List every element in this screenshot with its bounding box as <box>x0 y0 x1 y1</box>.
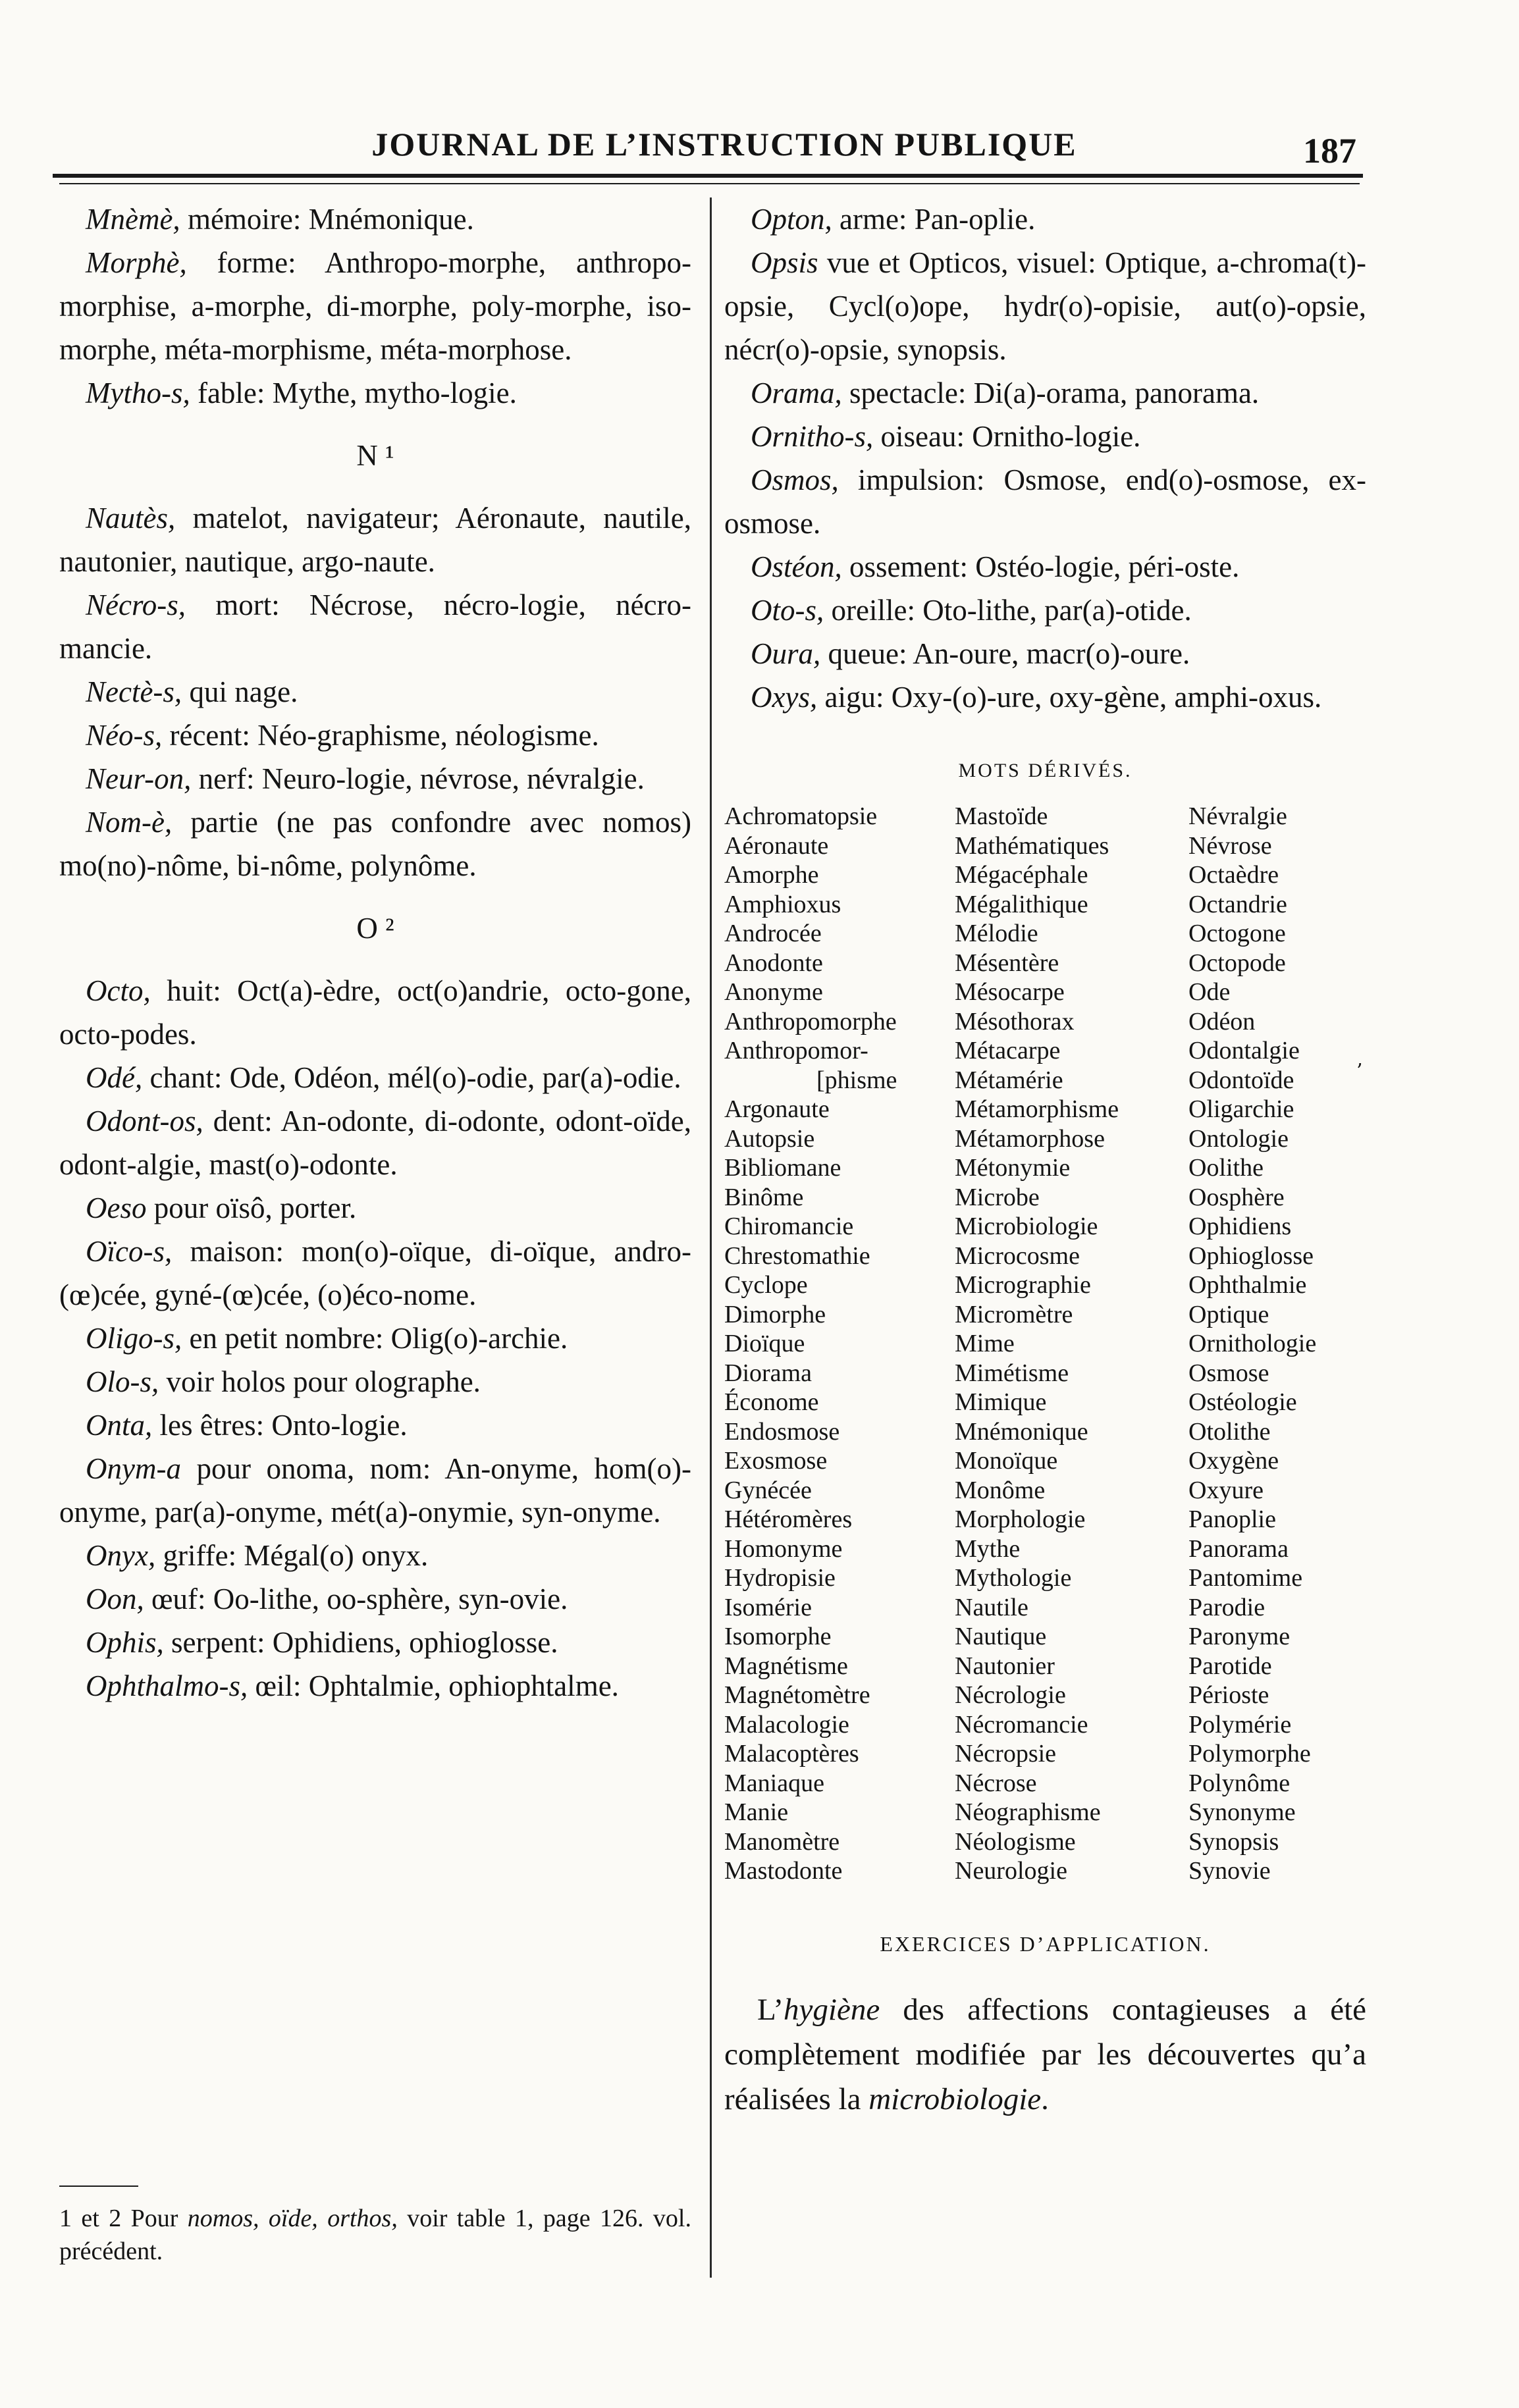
derived-word: Exosmose <box>724 1447 828 1475</box>
entry-headword: Neur-on, <box>86 762 192 795</box>
footnote-suffix: voir table 1, page 126. vol. précédent. <box>59 2205 691 2265</box>
dictionary-entry <box>59 197 691 241</box>
entry-headword: Onym-a <box>86 1452 181 1485</box>
derived-word: Nécromancie <box>955 1710 1088 1739</box>
dictionary-entry <box>59 1099 691 1186</box>
entries-group-m <box>59 197 691 415</box>
derived-word: Mime <box>955 1330 1015 1357</box>
derived-word: Microbiologie <box>955 1213 1098 1240</box>
derived-word: Anthropomorphe <box>724 1007 897 1035</box>
derived-word: Isomérie <box>724 1593 812 1621</box>
derived-word: Métamorphisme <box>955 1095 1119 1123</box>
derived-word: Odéon <box>1188 1007 1256 1035</box>
section-heading-o: O ² <box>356 912 394 945</box>
derived-word: Mésentère <box>955 949 1059 977</box>
derived-word: Amorphe <box>724 861 819 889</box>
dictionary-entry <box>724 197 1366 241</box>
dictionary-entry <box>724 632 1366 675</box>
entry-headword: Octo, <box>86 974 151 1007</box>
dictionary-entry <box>59 241 691 371</box>
dictionary-entry <box>59 1317 691 1360</box>
derived-word: Micromètre <box>955 1300 1073 1328</box>
entry-headword: Morphè, <box>86 246 187 279</box>
page-number: 187 <box>1303 131 1356 170</box>
header-rule-thin <box>59 183 1360 184</box>
entry-definition: arme: Pan-oplie. <box>832 203 1036 236</box>
derived-word: Nécropsie <box>955 1740 1057 1767</box>
entry-headword: Oeso <box>86 1191 147 1224</box>
derived-word: Dimorphe <box>724 1300 826 1328</box>
column-divider <box>710 197 712 2278</box>
entry-definition: queue: An-oure, macr(o)-oure. <box>820 637 1190 670</box>
entry-definition: huit: Oct(a)-èdre, oct(o)andrie, octo-gone, octo-podes. <box>59 974 691 1051</box>
dictionary-entry <box>59 670 691 714</box>
derived-word: Odontoïde <box>1188 1066 1294 1094</box>
entry-definition: mémoire: Mnémonique. <box>180 203 474 236</box>
mots-column-1 <box>724 802 955 1886</box>
mots-column-2 <box>955 802 1188 1886</box>
dictionary-entry <box>724 241 1366 371</box>
derived-word: Malacologie <box>724 1710 849 1739</box>
entry-definition: nerf: Neuro-logie, névrose, névralgie. <box>191 762 645 795</box>
section-heading-n: N ¹ <box>356 439 394 472</box>
derived-word: Diorama <box>724 1359 812 1387</box>
derived-word: Hydropisie <box>724 1564 836 1592</box>
derived-word: Mégalithique <box>955 890 1088 918</box>
entry-definition: oreille: Oto-lithe, par(a)-otide. <box>824 594 1192 627</box>
derived-word: Métamorphose <box>955 1124 1105 1153</box>
derived-word: Ophidiens <box>1188 1213 1292 1240</box>
dictionary-entry <box>59 1577 691 1621</box>
derived-word: Ornithologie <box>1188 1330 1317 1357</box>
entry-headword: Ophis, <box>86 1626 164 1659</box>
dictionary-entry <box>59 583 691 670</box>
entry-definition: œil: Ophtalmie, ophiophtalme. <box>248 1669 619 1702</box>
derived-word: Néologisme <box>955 1827 1076 1856</box>
stray-mark: ’ <box>1356 1060 1363 1083</box>
dictionary-entry <box>59 496 691 583</box>
exercice-italic-1: hygiène <box>784 1992 880 2027</box>
dictionary-entry <box>59 757 691 800</box>
derived-word: Amphioxus <box>724 890 841 918</box>
derived-word: Mythologie <box>955 1564 1072 1592</box>
derived-word: Polymérie <box>1188 1710 1292 1739</box>
dictionary-entry <box>59 1360 691 1403</box>
dictionary-entry <box>59 1664 691 1708</box>
entry-definition: œuf: Oo-lithe, oo-sphère, syn-ovie. <box>144 1583 568 1615</box>
derived-word: Magnétisme <box>724 1652 848 1680</box>
derived-word: Isomorphe <box>724 1623 832 1650</box>
derived-word: Dioïque <box>724 1330 805 1357</box>
entry-definition: en petit nombre: Olig(o)-archie. <box>182 1322 568 1355</box>
footnote <box>59 2202 691 2268</box>
derived-word: Nautonier <box>955 1652 1055 1680</box>
derived-word: Paronyme <box>1188 1623 1291 1650</box>
derived-word: Ode <box>1188 978 1231 1006</box>
derived-word: Achromatopsie <box>724 802 878 830</box>
derived-word: Synonyme <box>1188 1798 1296 1826</box>
derived-word: Morphologie <box>955 1505 1086 1533</box>
entry-definition: aigu: Oxy-(o)-ure, oxy-gène, amphi-oxus. <box>817 681 1322 714</box>
derived-word: Hétéromères <box>724 1505 853 1533</box>
mots-derives-title: MOTS DÉRIVÉS. <box>958 760 1133 781</box>
derived-word: Oosphère <box>1188 1183 1285 1211</box>
derived-word: Oxygène <box>1188 1447 1279 1475</box>
derived-word: Ophthalmie <box>1188 1271 1307 1299</box>
derived-word: Synopsis <box>1188 1827 1279 1856</box>
entry-headword: Oon, <box>86 1583 144 1615</box>
derived-word: Économe <box>724 1388 819 1416</box>
derived-word: Parodie <box>1188 1593 1266 1621</box>
exercice-middle: des affections contagieuses a été complètement modifiée par les découvertes qu’a réalisées la <box>724 1992 1366 2116</box>
derived-word: Autopsie <box>724 1124 815 1153</box>
derived-word: Nécrologie <box>955 1681 1066 1709</box>
derived-word: Névralgie <box>1188 802 1287 830</box>
derived-word: Endosmose <box>724 1417 840 1446</box>
derived-word: Androcée <box>724 920 822 947</box>
entry-definition: fable: Mythe, mytho-logie. <box>190 377 517 409</box>
derived-word: Métamérie <box>955 1066 1063 1094</box>
entries-group-o <box>59 969 691 1708</box>
derived-word: Octogone <box>1188 920 1286 947</box>
derived-word: Octaèdre <box>1188 861 1279 889</box>
derived-word: Osmose <box>1188 1359 1269 1387</box>
derived-word: Manie <box>724 1798 789 1826</box>
entry-headword: Orama, <box>751 377 842 409</box>
entry-headword: Ornitho-s, <box>751 420 874 453</box>
derived-word: Octandrie <box>1188 890 1287 918</box>
entry-definition: forme: Anthropo-morphe, anthropo-morphise, a-morphe, di-morphe, poly-morphe, iso-morphe, méta-morphisme, méta-morphose. <box>59 246 691 366</box>
derived-word: Ostéologie <box>1188 1388 1297 1416</box>
derived-word: Optique <box>1188 1300 1269 1328</box>
derived-word: Pantomime <box>1188 1564 1303 1592</box>
entry-headword: Nom-è, <box>86 806 173 839</box>
entry-definition: impulsion: Osmose, end(o)-osmose, ex-osmose. <box>724 463 1366 540</box>
entry-headword: Oto-s, <box>751 594 824 627</box>
dictionary-entry <box>724 675 1366 719</box>
derived-word: Mimétisme <box>955 1359 1069 1387</box>
derived-word: Métonymie <box>955 1154 1071 1182</box>
entry-headword: Ostéon, <box>751 550 842 583</box>
derived-word: Monoïque <box>955 1447 1058 1475</box>
derived-word: Nautique <box>955 1623 1047 1650</box>
entry-headword: Olo-s, <box>86 1365 159 1398</box>
right-column <box>724 197 1366 2153</box>
exercice-paragraph <box>724 1987 1366 2122</box>
derived-word: Bibliomane <box>724 1154 841 1182</box>
dictionary-entry <box>724 415 1366 458</box>
exercice-after: . <box>1041 2081 1049 2116</box>
entry-definition: récent: Néo-graphisme, néologisme. <box>162 719 599 752</box>
derived-word: Homonyme <box>724 1534 843 1563</box>
entry-headword: Onyx, <box>86 1539 156 1572</box>
derived-word: Odontalgie <box>1188 1037 1300 1064</box>
derived-word: Mésothorax <box>955 1007 1075 1035</box>
derived-word: Magnétomètre <box>724 1681 870 1709</box>
entry-definition: voir holos pour olographe. <box>159 1365 481 1398</box>
derived-word: Mélodie <box>955 920 1038 947</box>
mots-derives-table <box>724 802 1366 1886</box>
derived-word: Oolithe <box>1188 1154 1264 1182</box>
derived-word: Maniaque <box>724 1769 824 1797</box>
entry-headword: Néo-s, <box>86 719 163 752</box>
derived-word: Polynôme <box>1188 1769 1291 1797</box>
derived-word: [phisme <box>816 1066 897 1094</box>
footnote-prefix: 1 et 2 Pour <box>59 2205 188 2232</box>
entries-group-right <box>724 197 1366 719</box>
entry-headword: Nectè-s, <box>86 675 182 708</box>
derived-word: Cyclope <box>724 1271 808 1299</box>
derived-word: Mnémonique <box>955 1417 1088 1446</box>
entry-headword: Mnèmè, <box>86 203 180 236</box>
entry-definition: maison: mon(o)-oïque, di-oïque, andro-(œ)cée, gyné-(œ)cée, (o)éco-nome. <box>59 1235 691 1311</box>
entry-definition: mort: Nécrose, nécro-logie, nécro-mancie. <box>59 589 691 665</box>
entry-definition: pour oïsô, porter. <box>146 1191 357 1224</box>
derived-word: Oxyure <box>1188 1476 1264 1504</box>
derived-word: Binôme <box>724 1183 804 1211</box>
dictionary-entry <box>724 589 1366 632</box>
entry-definition: vue et Opticos, visuel: Optique, a-chroma(t)-opsie, Cycl(o)ope, hydr(o)-opisie, aut(o)-opsie, nécr(o)-opsie, synopsis. <box>724 246 1366 366</box>
dictionary-entry <box>724 371 1366 415</box>
dictionary-entry <box>59 1534 691 1577</box>
derived-word: Monôme <box>955 1476 1046 1504</box>
derived-word: Mathématiques <box>955 831 1109 860</box>
derived-word: Neurologie <box>955 1857 1067 1885</box>
entry-headword: Oïco-s, <box>86 1235 173 1268</box>
dictionary-entry <box>59 1447 691 1534</box>
entry-definition: les êtres: Onto-logie. <box>152 1409 408 1442</box>
derived-word: Panoplie <box>1188 1505 1276 1533</box>
entry-definition: oiseau: Ornitho-logie. <box>873 420 1141 453</box>
dictionary-entry <box>59 1403 691 1447</box>
entry-headword: Odé, <box>86 1061 143 1094</box>
derived-word: Mésocarpe <box>955 978 1065 1006</box>
entry-headword: Mytho-s, <box>86 377 190 409</box>
dictionary-entry <box>59 1621 691 1664</box>
entry-headword: Ophthalmo-s, <box>86 1669 248 1702</box>
entry-headword: Odont-os, <box>86 1105 203 1138</box>
derived-word: Métacarpe <box>955 1037 1061 1064</box>
entry-headword: Nautès, <box>86 502 176 535</box>
entry-headword: Oxys, <box>751 681 818 714</box>
derived-word: Mégacéphale <box>955 861 1088 889</box>
exercice-italic-2: microbiologie <box>868 2081 1042 2116</box>
entry-definition: griffe: Mégal(o) onyx. <box>155 1539 429 1572</box>
derived-word: Polymorphe <box>1188 1740 1311 1767</box>
derived-word: Néographisme <box>955 1798 1101 1826</box>
dictionary-entry <box>59 714 691 757</box>
entry-headword: Opsis <box>751 246 818 279</box>
derived-word: Chiromancie <box>724 1213 854 1240</box>
derived-word: Anodonte <box>724 949 823 977</box>
derived-word: Ontologie <box>1188 1124 1289 1153</box>
derived-word: Périoste <box>1188 1681 1269 1709</box>
entry-definition: serpent: Ophidiens, ophioglosse. <box>163 1626 558 1659</box>
dictionary-entry <box>59 1186 691 1230</box>
derived-word: Mythe <box>955 1534 1021 1563</box>
derived-word: Microcosme <box>955 1242 1080 1270</box>
entry-headword: Onta, <box>86 1409 153 1442</box>
exercice-before: L’ <box>757 1992 784 2027</box>
derived-word: Manomètre <box>724 1827 840 1856</box>
derived-word: Chrestomathie <box>724 1242 870 1270</box>
mots-column-3 <box>1188 802 1366 1886</box>
dictionary-entry <box>59 969 691 1056</box>
entry-definition: chant: Ode, Odéon, mél(o)-odie, par(a)-odie. <box>142 1061 681 1094</box>
entries-group-n <box>59 496 691 887</box>
entry-definition: qui nage. <box>182 675 298 708</box>
derived-word: Parotide <box>1188 1652 1272 1680</box>
derived-word: Synovie <box>1188 1857 1271 1885</box>
dictionary-entry <box>59 371 691 415</box>
exercices-title: EXERCICES D’APPLICATION. <box>880 1931 1211 1956</box>
dictionary-entry <box>59 800 691 887</box>
dictionary-entry <box>724 458 1366 545</box>
derived-word: Ophioglosse <box>1188 1242 1314 1270</box>
footnote-italic: nomos, oïde, orthos, <box>187 2205 398 2232</box>
dictionary-entry <box>724 545 1366 589</box>
derived-word: Mastoïde <box>955 802 1048 830</box>
derived-word: Anonyme <box>724 978 823 1006</box>
entry-headword: Oura, <box>751 637 821 670</box>
dictionary-entry <box>59 1230 691 1317</box>
running-header-title: JOURNAL DE L’INSTRUCTION PUBLIQUE <box>371 126 1077 163</box>
derived-word: Malacoptères <box>724 1740 859 1767</box>
left-column <box>59 197 691 1708</box>
entry-definition: pour onoma, nom: An-onyme, hom(o)-onyme, par(a)-onyme, mét(a)-onymie, syn-onyme. <box>59 1452 691 1529</box>
derived-word: Argonaute <box>724 1095 830 1123</box>
dictionary-entry <box>59 1056 691 1099</box>
derived-word: Microbe <box>955 1183 1040 1211</box>
derived-word: Mastodonte <box>724 1857 843 1885</box>
derived-word: Micrographie <box>955 1271 1091 1299</box>
derived-word: Nécrose <box>955 1769 1037 1797</box>
derived-word: Névrose <box>1188 831 1272 860</box>
footnote-rule <box>59 2186 138 2187</box>
derived-word: Aéronaute <box>724 831 829 860</box>
entry-headword: Osmos, <box>751 463 839 496</box>
derived-word: Panorama <box>1188 1534 1289 1563</box>
entry-definition: matelot, navigateur; Aéronaute, nautile, nautonier, nautique, argo-naute. <box>59 502 691 578</box>
entry-definition: dent: An-odonte, di-odonte, odont-oïde, odont-algie, mast(o)-odonte. <box>59 1105 691 1181</box>
derived-word: Anthropomor- <box>724 1037 868 1064</box>
derived-word: Otolithe <box>1188 1417 1271 1446</box>
derived-word: Octopode <box>1188 949 1286 977</box>
entry-headword: Oligo-s, <box>86 1322 182 1355</box>
entry-headword: Nécro-s, <box>86 589 186 621</box>
entry-definition: ossement: Ostéo-logie, péri-oste. <box>841 550 1240 583</box>
entry-headword: Opton, <box>751 203 832 236</box>
derived-word: Mimique <box>955 1388 1047 1416</box>
entry-definition: spectacle: Di(a)-orama, panorama. <box>841 377 1260 409</box>
derived-word: Nautile <box>955 1593 1028 1621</box>
derived-word: Oligarchie <box>1188 1095 1294 1123</box>
header-rule-thick <box>53 174 1363 178</box>
entry-definition: partie (ne pas confondre avec nomos) mo(no)-nôme, bi-nôme, polynôme. <box>59 806 691 882</box>
derived-word: Gynécée <box>724 1476 812 1504</box>
